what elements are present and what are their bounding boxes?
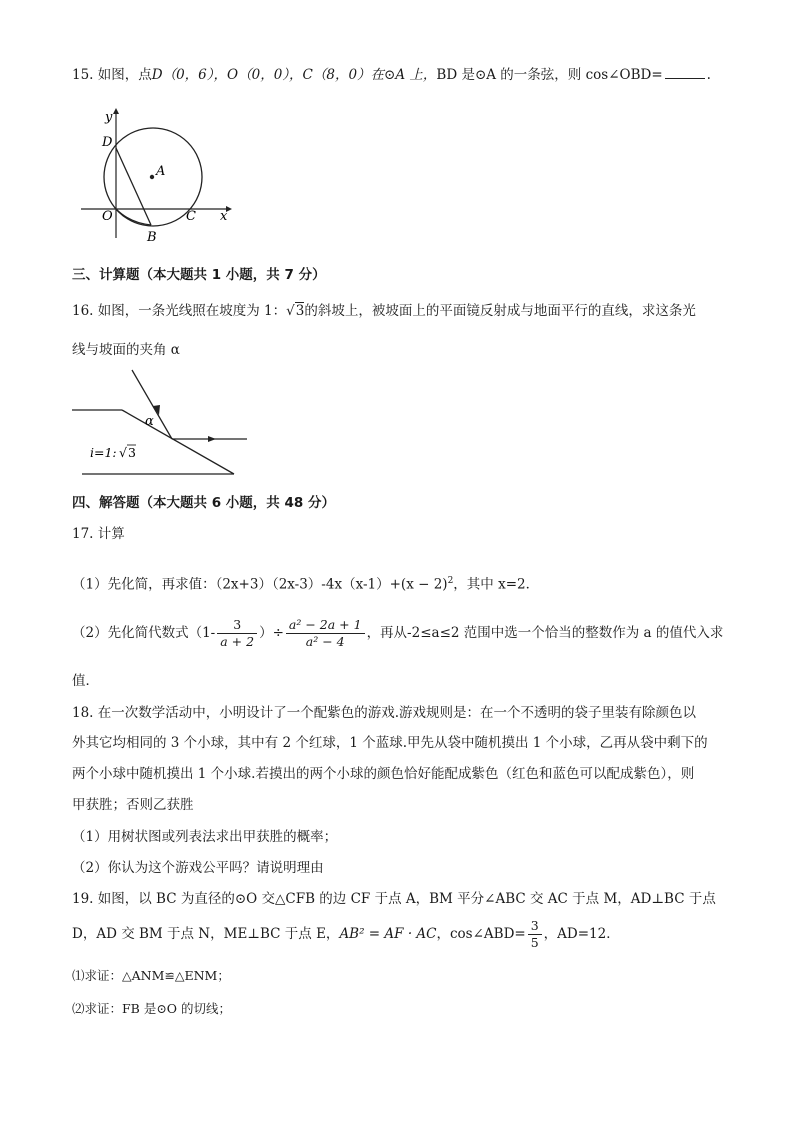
svg-text:x: x — [220, 209, 228, 224]
q18-line3: 两个小球中随机摸出 1 个小球.若摸出的两个小球的颜色恰好能配成紫色（红色和蓝色可以配成紫色），则 — [72, 766, 695, 782]
fraction: $\frac{3}{5}$ — [528, 918, 542, 951]
svg-text:i=1:: i=1: — [90, 445, 117, 460]
answer-blank[interactable] — [665, 66, 705, 79]
q18-sub2: （2）你认为这个游戏公平吗？请说明理由 — [72, 860, 324, 876]
q18-line2: 外其它均相同的 3 个小球，其中有 2 个红球，1 个蓝球.甲先从袋中随机摸出 1 个小球，乙再从袋中剩下的 — [72, 735, 708, 751]
q16-question-line1: 16. 如图，一条光线照在坡度为 1：√3的斜坡上，被坡面上的平面镜反射成与地面平行的直线，求这条光 — [72, 303, 696, 319]
q19-line1: 19. 如图，以 BC 为直径的⊙O 交△CFB 的边 CF 于点 A，BM 平分∠ABC 交 AC 于点 M，AD⊥BC 于点 — [72, 891, 716, 907]
q18-line4: 甲获胜；否则乙获胜 — [72, 797, 194, 813]
fraction: $\frac{\text{a² − 2a + 1}}{\text{a² − 4}}$ — [286, 617, 365, 650]
svg-text:y: y — [105, 110, 113, 125]
section-heading-3: 三、计算题（本大题共 1 小题，共 7 分） — [72, 267, 326, 283]
q17-part1: （1）先化简，再求值：$(2x+3)(2x-3)-4x(x-1)+(x - 2)^2$，其中 x=2． — [72, 576, 540, 593]
q16-question-line2: 线与坡面的夹角 α — [72, 342, 180, 358]
q19-sub2: ⑵求证：FB 是⊙O 的切线； — [72, 1001, 232, 1016]
q15-figure — [78, 104, 238, 246]
svg-text:C: C — [186, 209, 196, 224]
q17-part2: （2）先化简代数式（1- $\frac{3}{a + 2}$ ）÷ $\frac{\text{a² − 2a + 1}}{\text{a² − 4}}$ ，再从-2≤a≤2 范围中选一个恰当的整数作为 a 的值代入求 — [72, 617, 724, 649]
q17-title: 17. 计算 — [72, 526, 125, 542]
q15-question: 15. 如图，点D（0，6），O（0，0），C（8，0）在⊙A 上，BD 是⊙A 的一条弦，则 cos∠OBD= . — [72, 67, 711, 83]
q18-sub1: （1）用树状图或列表法求出甲获胜的概率； — [72, 829, 338, 845]
svg-text:√: √ — [119, 445, 127, 460]
q19-line2: D，AD 交 BM 于点 N，ME⊥BC 于点 E，AB² = AF · AC，cos∠ABD= $\frac{3}{5}$ ，AD=12． — [72, 918, 620, 950]
section-heading-4: 四、解答题（本大题共 6 小题，共 48 分） — [72, 495, 335, 511]
q19-sub1: ⑴求证：△ANM≌△ENM； — [72, 968, 230, 983]
svg-text:D: D — [102, 135, 113, 150]
svg-text:O: O — [102, 209, 113, 224]
q17-part2-cont: 值． — [72, 673, 99, 689]
svg-text:B: B — [147, 230, 157, 245]
q16-figure — [72, 368, 252, 480]
svg-text:A: A — [156, 164, 166, 179]
fraction: $\frac{3}{a + 2}$ — [217, 617, 257, 650]
q18-line1: 18. 在一次数学活动中，小明设计了一个配紫色的游戏.游戏规则是：在一个不透明的袋子里装有除颜色以 — [72, 705, 697, 721]
svg-text:α: α — [145, 414, 154, 429]
svg-text:3: 3 — [128, 445, 136, 460]
